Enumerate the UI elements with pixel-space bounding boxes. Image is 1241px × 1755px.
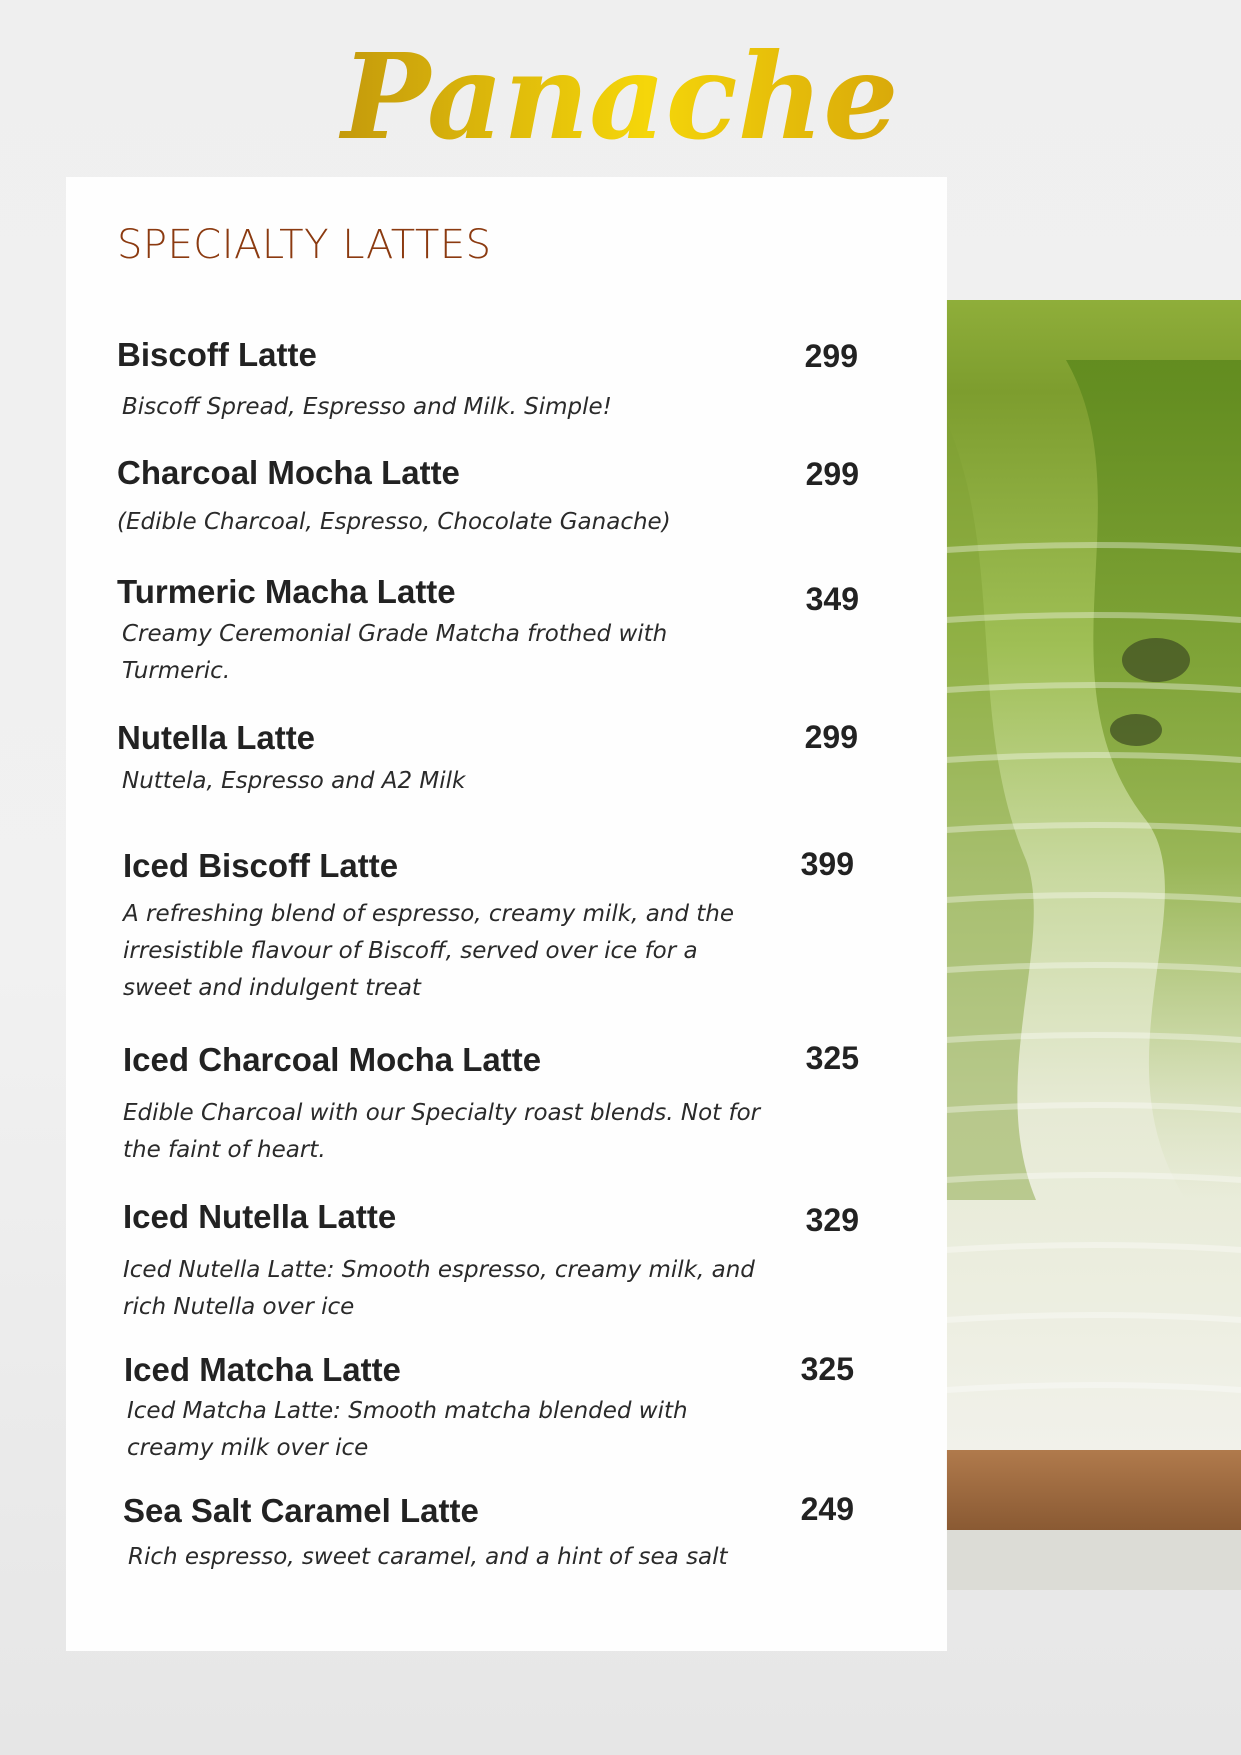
item-name: Turmeric Macha Latte	[117, 573, 456, 610]
item-price: 299	[804, 719, 858, 755]
item-description: Edible Charcoal with our Specialty roast blends. Not for the faint of heart.	[123, 1100, 761, 1163]
item-description: A refreshing blend of espresso, creamy milk, and the irresistible flavour of Biscoff, served over ice for a sweet and indulgent treat	[123, 901, 735, 1001]
item-description: (Edible Charcoal, Espresso, Chocolate Ganache)	[117, 509, 671, 535]
item-description: Nuttela, Espresso and A2 Milk	[122, 768, 466, 794]
item-price: 325	[800, 1351, 854, 1387]
matcha-latte-photo	[946, 300, 1241, 1590]
item-name: Iced Matcha Latte	[124, 1351, 401, 1388]
item-name: Biscoff Latte	[117, 336, 317, 373]
item-price: 299	[804, 338, 858, 374]
item-price: 349	[805, 581, 859, 617]
item-name: Iced Biscoff Latte	[123, 847, 399, 884]
brand-logo	[0, 10, 1241, 160]
brand-name: Panache	[341, 27, 899, 160]
item-name: Iced Nutella Latte	[123, 1198, 397, 1235]
item-name: Charcoal Mocha Latte	[117, 454, 460, 491]
item-price: 399	[800, 846, 854, 882]
item-price: 299	[805, 456, 859, 492]
item-description: Iced Nutella Latte: Smooth espresso, creamy milk, and rich Nutella over ice	[123, 1257, 755, 1320]
item-price: 325	[805, 1040, 859, 1076]
item-description: Iced Matcha Latte: Smooth matcha blended with creamy milk over ice	[127, 1398, 688, 1461]
item-price: 249	[800, 1491, 854, 1527]
item-description: Rich espresso, sweet caramel, and a hint of sea salt	[128, 1544, 728, 1570]
section-title: SPECIALTY LATTES	[117, 222, 492, 268]
item-description: Creamy Ceremonial Grade Matcha frothed with Turmeric.	[122, 621, 668, 684]
item-name: Sea Salt Caramel Latte	[123, 1492, 479, 1529]
item-price: 329	[805, 1202, 859, 1238]
item-description: Biscoff Spread, Espresso and Milk. Simple!	[122, 394, 612, 420]
item-name: Iced Charcoal Mocha Latte	[123, 1041, 542, 1078]
item-name: Nutella Latte	[117, 719, 316, 756]
